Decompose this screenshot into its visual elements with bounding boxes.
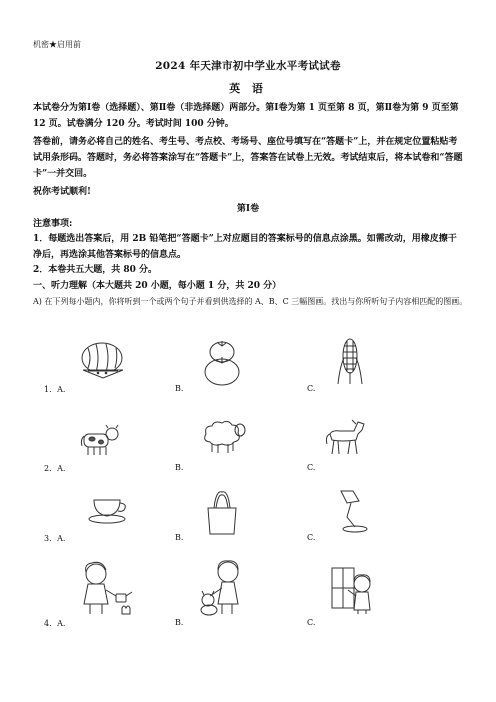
- q1-option-c-label: C.: [307, 384, 316, 393]
- notice-item-1: 1．每题选出答案后，用 2B 铅笔把“答题卡”上对应题目的答案标号的信息点涂黑。如需改动，用橡皮擦干净后，再选涂其他答案标号的信息点。: [33, 234, 457, 260]
- sheep-icon[interactable]: [196, 416, 248, 456]
- confidential-label: 机密★启用前: [33, 40, 81, 49]
- cow-icon[interactable]: [78, 422, 122, 458]
- q3-option-c-label: C.: [307, 533, 316, 542]
- corn-icon[interactable]: [332, 336, 368, 386]
- girl-at-window-icon[interactable]: [330, 566, 376, 616]
- exam-title: 2024 年天津市初中学业水平考试试卷: [155, 60, 341, 72]
- watermelon-icon[interactable]: [78, 340, 128, 380]
- q1-option-b-label: B.: [175, 384, 184, 393]
- q4-option-c-label: C.: [307, 618, 316, 627]
- q4-option-a-label: 4．A.: [44, 619, 66, 628]
- part-title: 第Ⅰ卷: [236, 204, 260, 214]
- tomato-icon[interactable]: [200, 338, 244, 386]
- q3-option-a-label: 3．A.: [44, 534, 66, 543]
- notice-heading: 注意事项:: [33, 219, 73, 229]
- subject-title: 英 语: [229, 82, 267, 95]
- bag-icon[interactable]: [202, 488, 242, 536]
- desk-lamp-icon[interactable]: [335, 487, 375, 533]
- notice-item-2: 2．本卷共五大题，共 80 分。: [33, 265, 158, 275]
- intro-paragraph-2: 答卷前，请务必将自己的姓名、考生号、考点校、考场号、座位号填写在“答题卡”上，并在规定位置粘贴考试用条形码。答题时，务必将答案涂写在“答题卡”上，答案答在试卷上无效。考试结束后，将本试卷和“答题卡”一并交回。: [33, 137, 463, 179]
- teacup-icon[interactable]: [86, 494, 132, 526]
- section-instruction: A) 在下列每小题内，你将听到一个或两个句子并看到供选择的 A、B、C 三幅图画。找出与你所听句子内容相匹配的图画。: [33, 297, 468, 306]
- q1-option-a-label: 1．A.: [44, 385, 66, 394]
- q4-option-b-label: B.: [175, 618, 184, 627]
- intro-paragraph-3: 祝你考试顺利!: [33, 187, 91, 197]
- q2-option-a-label: 2．A.: [44, 464, 66, 473]
- section-heading: 一、听力理解（本大题共 20 小题，每小题 1 分，共 20 分）: [33, 281, 282, 291]
- horse-icon[interactable]: [322, 416, 370, 458]
- intro-paragraph-1: 本试卷分为第Ⅰ卷（选择题）、第Ⅱ卷（非选择题）两部分。第Ⅰ卷为第 1 页至第 8 页，第Ⅱ卷为第 9 页至第 12 页。试卷满分 120 分。考试时间 100 分钟。: [33, 103, 459, 129]
- q2-option-c-label: C.: [307, 463, 316, 472]
- q3-option-b-label: B.: [175, 533, 184, 542]
- girl-with-dog-icon[interactable]: [196, 558, 252, 618]
- q2-option-b-label: B.: [175, 463, 184, 472]
- girl-watering-icon[interactable]: [76, 560, 136, 618]
